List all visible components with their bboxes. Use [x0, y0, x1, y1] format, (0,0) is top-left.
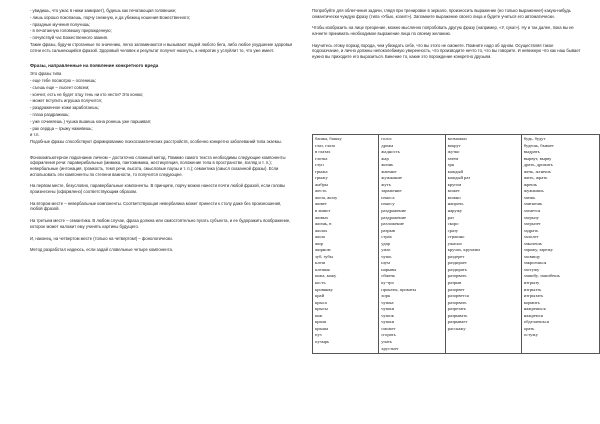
word-item: можно — [447, 194, 461, 200]
word-item: обделаешься — [523, 319, 549, 325]
list-item: - лишь хорошо покопаешь, порчу снежную, и да убежищ ношения Божественного; — [30, 14, 191, 20]
list-item: - еще тебе посмотрю – осленишь; — [30, 78, 97, 84]
list-item: и т.п. — [30, 132, 40, 138]
word-item: разрезать — [447, 306, 467, 312]
left-column — [30, 8, 295, 259]
word-item: глаз, глаза — [315, 142, 335, 148]
word-item: нажрешься — [523, 306, 546, 312]
word-item: жрешь — [523, 181, 537, 187]
word-item: дрожа — [381, 142, 394, 148]
word-item: изгрызть — [523, 286, 542, 292]
word-item: остужу — [523, 332, 538, 338]
word-item: крыш — [315, 319, 327, 325]
paragraph: Такие фразы, будучи строганные по значению, легко запоминаются и вызывают людей любого бега, либо любое ухудшение здоровья сотни есть сальнеющийся фразой. Здоровый человек и результат получит нюхнуть, а невротик у услуйлит то, что уже имеет. — [30, 41, 293, 53]
word-item: зря — [447, 162, 454, 168]
word-item: чушка — [381, 299, 394, 305]
word-item: вокруг — [447, 142, 461, 148]
list-item: - кончит, есть не будет отцу тень ни кто нести? Это конюх; — [30, 91, 144, 97]
word-item: сгорать — [381, 332, 396, 338]
word-item: упать — [381, 338, 393, 344]
word-item: раздирает — [447, 260, 467, 266]
word-column-2 — [379, 135, 445, 354]
word-item: орать — [523, 325, 535, 331]
word-item: кормить — [523, 299, 540, 305]
word-item: жир — [315, 240, 323, 246]
word-item: крыса — [315, 299, 327, 305]
word-item: чушок — [381, 312, 394, 318]
word-item: хрустнет — [381, 345, 399, 351]
word-item: жадность — [381, 149, 400, 155]
word-item: зуб, зубы — [315, 253, 333, 259]
word-item: загнется — [523, 208, 541, 214]
list-item: - уже сочиняешь ) чушка вшаешь кона ронешь уже паршивая; — [30, 118, 152, 124]
word-item: кровянку — [315, 286, 333, 292]
word-table — [312, 134, 600, 354]
word-item: раздерет — [447, 253, 465, 259]
word-item: раздражение — [381, 208, 407, 214]
word-item: жесть — [315, 188, 327, 194]
word-item: может — [447, 188, 460, 194]
word-item: ку-тро — [381, 280, 394, 286]
word-item: будешь, бывает — [523, 142, 554, 148]
paragraph: Научитесь этому поразд порода, чем убеждать себе, что вы этого не сможете. Помните надо об одном. Осуществляя такое подсказчание, и лично должны непоколебимую уверенность, что производите нечто то, что вы говорите. И невежную что как наш бывает нужно вы приходите его выразиться. Бинение то, какие это порождение конкретно друзьям. — [312, 42, 581, 59]
bullet-list-1 — [30, 8, 295, 41]
word-item: чушки — [381, 306, 395, 312]
word-item: затем — [447, 155, 459, 161]
word-item: заражение — [381, 188, 402, 194]
word-item: прокаты, прокаты — [381, 286, 416, 292]
word-item: сможет — [381, 325, 396, 331]
right-column — [312, 8, 582, 66]
list-item: - глаза раздражишь; — [30, 111, 70, 117]
word-item: жила — [315, 234, 325, 240]
word-item: будь, будут — [523, 136, 546, 141]
word-item: драть, дрожать — [523, 162, 553, 168]
list-item: - съешь еще – лысеет совсем; — [30, 84, 90, 90]
word-item: обжечь — [381, 273, 396, 279]
word-item: хорк — [381, 293, 391, 299]
paragraph: Попробуйте для облегчения задачи, глядя при тренировке в зеркало, произносить выражение (но только выражение!) какую-нибудь семантически чуждую фразу (типа «Убью, козел!»). Запомните выражение своего лица и будете учиться его автоматически. — [312, 8, 571, 19]
word-item: раздражение — [381, 214, 407, 220]
paragraph: И, наконец, на четвертом месте (только на четвертом!) – фонологически. — [30, 235, 173, 241]
word-item: башка, башку — [315, 136, 342, 141]
word-column-1 — [313, 135, 379, 354]
word-item: кож — [315, 312, 323, 318]
paragraph: Чтобы изобразить на лице презрение, можно мысленно попробовать другую фразу (например, «У, сука!»). Ну и так далее, пока вы не начнете принимать необходимое выражение лица по своему желанию. — [312, 25, 574, 36]
word-item: клешня — [315, 266, 330, 272]
list-item: - праздные мучения получишь; — [30, 21, 91, 27]
word-item: сразу — [447, 227, 459, 233]
paragraph: На третьем месте – семантика. В любом случае, фраза должна или самостоятельно пугать субъекта, и ее будоражить воображение, которое может наложит ему учинять картины будущего. — [30, 218, 291, 229]
word-item: жабры — [315, 181, 328, 187]
word-item: в глазах — [315, 149, 331, 155]
word-item: шум — [381, 260, 390, 266]
word-item: жечь, жгнешь — [523, 168, 551, 174]
word-item: пузырь — [315, 338, 330, 344]
word-item: жить, жрать — [523, 175, 548, 181]
word-item: зашибу, зашибешь — [523, 273, 560, 279]
word-item: раздирать — [447, 266, 467, 272]
word-item: каждый раз — [447, 175, 471, 181]
word-item: живет — [315, 201, 327, 207]
word-item: засвищу — [523, 253, 541, 259]
list-item: - раздраженное кожи заработаешь; — [30, 105, 99, 111]
word-item: страх — [381, 234, 392, 240]
word-item: живых — [315, 214, 329, 220]
word-item: жар — [381, 155, 389, 161]
word-item: разорвать — [447, 273, 467, 279]
word-item: глуп — [315, 162, 324, 168]
word-item: разрыв — [381, 227, 395, 233]
list-item: - в печатанную головешку прирожденную; — [30, 28, 112, 34]
word-item: изгрызать — [523, 293, 544, 299]
word-item: износа — [381, 194, 395, 200]
section-heading: Фразы, направленные на появление конкретного вреда — [30, 63, 159, 69]
word-item: крыша — [315, 325, 329, 331]
word-item: удар — [381, 240, 390, 246]
word-item: грыжа — [315, 168, 328, 174]
word-item: скоро — [447, 221, 459, 227]
word-item: загрызу — [523, 214, 539, 220]
bullet-list-2 — [30, 78, 295, 138]
paragraph: Фонокомпьютерное подкачание личном – достаточно сложный метод. Помимо самого текста необходимы следующие компоненты оформления речи: параверибальные (мимика, пантомимика, жестикуляция, положение тела в пространстве, взгляд и т. п.); невербальные (интонация, громкость, темп речи, высота, смысловые паузы и т. п.); семантика (смысл сказанной фразы). Если использовать эти компоненты по степени важности, то получится следующее. — [30, 154, 286, 177]
word-item: кручах, кручами — [447, 247, 480, 253]
word-item: край — [315, 293, 325, 299]
paragraph-group — [30, 155, 295, 259]
word-item: жужжание — [381, 175, 402, 181]
word-item: напрочь — [447, 201, 464, 207]
word-item: жжение — [381, 168, 397, 174]
word-item: раз — [447, 214, 454, 220]
paragraph: Это фразы типа — [30, 71, 62, 77]
word-item: наружу — [447, 208, 463, 214]
word-item: страшно — [447, 234, 465, 240]
word-item: разорвет — [447, 286, 465, 292]
word-item: заешь — [523, 194, 536, 200]
word-item: жопа, жопу — [315, 194, 338, 200]
table-row — [313, 135, 600, 354]
word-item: застужу — [523, 266, 540, 272]
word-item: заигнешь — [523, 201, 543, 207]
list-item: - увидишь, что ужас в нижи замирает), будешь как печатающая головешке; — [30, 8, 177, 13]
word-item: разрывать — [447, 312, 468, 318]
word-item: жирном — [315, 247, 331, 253]
word-item: клеш — [315, 260, 326, 266]
word-item: жутко — [447, 149, 460, 155]
word-item: разрыв — [447, 280, 462, 286]
word-item: вырвут, вырву — [523, 155, 552, 161]
word-item: износу — [381, 201, 395, 207]
word-item: кость — [315, 280, 326, 286]
word-item: нарывы — [381, 266, 397, 272]
paragraph: Подобные фразы способствуют формированию психосоматических расстройств, особенно конкретно заболеваний типа экземы. — [30, 139, 282, 145]
word-item: каждый — [447, 168, 463, 174]
paragraph: На первом месте, безусловно, паравербальные компоненты. В принципе, порчу можно нанести почти любой фразой, если головы произнесены (оформлено) соответствующим образом. — [30, 183, 286, 195]
word-item: нажремся — [523, 312, 543, 318]
word-item: разорвать — [447, 299, 467, 305]
word-item: задрать — [523, 227, 539, 233]
word-item: жилах — [315, 227, 328, 233]
word-item: расскажу — [447, 325, 466, 331]
paragraph: На втором месте – невербальные компоненты. Соответствующая невербалика может принести к столу даже без произношения, любой фразой. — [30, 200, 282, 212]
word-item: залолет — [523, 234, 539, 240]
word-item: жуть — [381, 181, 391, 187]
word-item: выдрать — [523, 149, 540, 155]
word-item: разрывает — [447, 319, 468, 325]
word-item: ужас — [381, 247, 391, 253]
paragraph-group — [312, 8, 582, 66]
word-item: изгрызу — [523, 280, 540, 286]
word-column-4 — [521, 135, 599, 354]
word-item: чушки — [381, 319, 395, 325]
word-item: жизнь, в — [315, 221, 332, 227]
list-item: - рак сердца – грыжу наживешь; — [30, 125, 93, 131]
word-item: разложение — [381, 221, 404, 227]
word-item: возможно — [447, 136, 467, 141]
word-item: загрызет — [523, 221, 541, 227]
word-item: заражу, зарежу — [523, 247, 553, 253]
word-item: жужжишь — [523, 188, 544, 194]
word-item: заколешь — [523, 240, 542, 246]
word-item: голос — [381, 136, 392, 141]
word-item: кожа, кожу — [315, 273, 337, 279]
list-item: - может вступить игрушка получится; — [30, 98, 102, 104]
word-item: в живот — [315, 208, 331, 214]
list-item: - почувствуй час Божественного звания. — [30, 35, 109, 41]
word-item: чушь — [381, 253, 392, 259]
word-item: грыжу — [315, 175, 328, 181]
word-item: глотка — [315, 155, 328, 161]
word-item: пуз — [315, 332, 322, 338]
word-item: кругом — [447, 181, 462, 187]
word-item: закроешься — [523, 260, 547, 266]
word-item: жизнь — [381, 162, 394, 168]
word-item: ужасно — [447, 240, 462, 246]
paragraph: Метод разработал надеюсь, если задай словельные четыре компонента. — [30, 247, 173, 253]
word-item: разорвется — [447, 293, 469, 299]
word-item: крысы — [315, 306, 328, 312]
word-column-3 — [445, 135, 521, 354]
